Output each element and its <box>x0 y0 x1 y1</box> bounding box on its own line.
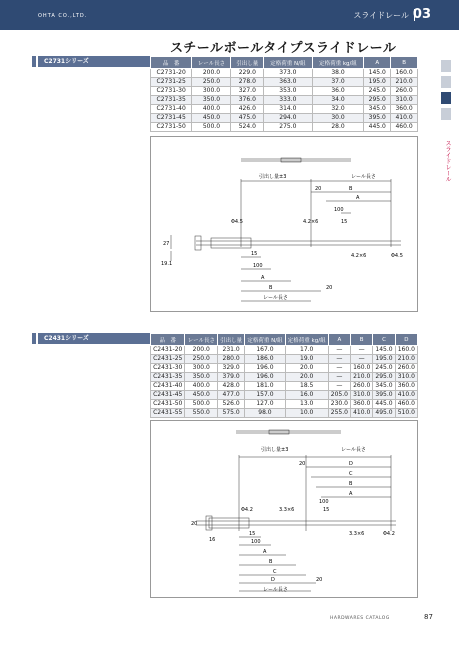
table-cell: 475.0 <box>231 114 264 123</box>
series-heading: C2731シリーズ <box>38 56 150 67</box>
dim-100b: 100 <box>253 263 263 269</box>
table-cell: 400.0 <box>185 382 218 391</box>
table-cell: 210.0 <box>395 355 417 364</box>
table-cell: 255.0 <box>328 409 350 418</box>
spec-table-c2731 <box>150 56 418 132</box>
table-cell: 32.0 <box>312 105 364 114</box>
table-cell: 526.0 <box>218 400 245 409</box>
table-cell: 460.0 <box>391 123 418 132</box>
table-cell: 329.0 <box>218 364 245 373</box>
dim-d: D <box>349 461 353 467</box>
drawing-c2731 <box>150 136 418 312</box>
table-cell: 295.0 <box>373 373 395 382</box>
table-cell: C2731-20 <box>151 69 192 78</box>
table-cell: 360.0 <box>391 105 418 114</box>
table-cell: 460.0 <box>395 400 417 409</box>
table-cell: 260.0 <box>391 87 418 96</box>
table-cell: 200.0 <box>185 346 218 355</box>
table-row <box>151 69 418 78</box>
dim-db: D <box>271 577 275 583</box>
table-cell: 300.0 <box>185 364 218 373</box>
table-cell: 157.0 <box>245 391 285 400</box>
side-tab[interactable] <box>441 60 451 72</box>
table-cell: 278.0 <box>231 78 264 87</box>
brand-name: OHTA CO.,LTD. <box>38 13 88 19</box>
table-row <box>151 364 418 373</box>
dim-20: 20 <box>299 461 306 467</box>
table-cell: 379.0 <box>218 373 245 382</box>
dim-hole: Φ4.5 <box>231 219 243 225</box>
dim-20h: 20 <box>191 521 198 527</box>
dim-railb: レール長さ <box>263 295 288 301</box>
table-cell: 410.0 <box>391 114 418 123</box>
series-heading: C2431シリーズ <box>38 333 150 344</box>
table-cell: 426.0 <box>231 105 264 114</box>
table-cell: 231.0 <box>218 346 245 355</box>
table-cell: 477.0 <box>218 391 245 400</box>
column-header: B <box>391 57 418 69</box>
dim-hole2: Φ4.5 <box>391 253 403 259</box>
table-cell: 376.0 <box>231 96 264 105</box>
table-cell: 210.0 <box>391 78 418 87</box>
dim-hole2: Φ4.2 <box>383 531 395 537</box>
column-header: 引出し量 <box>218 334 245 346</box>
column-header: A <box>328 334 350 346</box>
table-cell: C2431-30 <box>151 364 185 373</box>
table-row <box>151 123 418 132</box>
table-cell: 450.0 <box>192 114 231 123</box>
spec-table-c2431 <box>150 333 418 418</box>
table-header-row <box>151 57 418 69</box>
table-cell: 314.0 <box>264 105 313 114</box>
table-cell: 186.0 <box>245 355 285 364</box>
page-number: 87 <box>424 613 433 621</box>
dim-15: 15 <box>341 219 348 225</box>
dim-pull: 引出し量±3 <box>259 174 287 180</box>
dim-16: 16 <box>209 537 216 543</box>
column-header: レール長さ <box>185 334 218 346</box>
table-cell: 245.0 <box>364 87 391 96</box>
table-cell: 160.0 <box>351 364 373 373</box>
table-row <box>151 373 418 382</box>
table-cell: 160.0 <box>395 346 417 355</box>
table-cell: C2431-45 <box>151 391 185 400</box>
column-header: 品 番 <box>151 57 192 69</box>
table-cell: C2431-35 <box>151 373 185 382</box>
table-cell: 98.0 <box>245 409 285 418</box>
table-cell: 363.0 <box>264 78 313 87</box>
column-header: 定格荷重 N/組 <box>245 334 285 346</box>
table-cell: 145.0 <box>364 69 391 78</box>
table-cell: 195.0 <box>373 355 395 364</box>
header-section-number: 03 <box>412 7 431 22</box>
side-tabs <box>441 60 451 124</box>
dim-c: C <box>349 471 353 477</box>
dim-hole: Φ4.2 <box>241 507 253 513</box>
dim-100b: 100 <box>251 539 261 545</box>
dim-ab: A <box>261 275 265 281</box>
column-header: レール長さ <box>192 57 231 69</box>
table-cell: 10.0 <box>285 409 328 418</box>
dim-rail: レール長さ <box>341 447 366 453</box>
page-title: スチールボールタイプスライドレール <box>170 41 397 56</box>
dim-slot: 3.3×6 <box>279 507 295 513</box>
table-row <box>151 409 418 418</box>
table-row <box>151 96 418 105</box>
dim-pull: 引出し量±3 <box>261 447 289 453</box>
table-cell: 195.0 <box>364 78 391 87</box>
table-cell: 395.0 <box>373 391 395 400</box>
table-cell: 230.0 <box>328 400 350 409</box>
table-row <box>151 355 418 364</box>
table-cell: 200.0 <box>192 69 231 78</box>
table-cell: 345.0 <box>373 382 395 391</box>
table-cell: 36.0 <box>312 87 364 96</box>
table-cell: 445.0 <box>373 400 395 409</box>
table-cell: 145.0 <box>373 346 395 355</box>
table-row <box>151 114 418 123</box>
dim-15b: 15 <box>251 251 258 257</box>
dim-20: 20 <box>315 186 322 192</box>
table-cell: 360.0 <box>351 400 373 409</box>
dim-27: 27 <box>163 241 170 247</box>
table-cell: — <box>328 346 350 355</box>
dim-a: A <box>349 491 353 497</box>
table-cell: 575.0 <box>218 409 245 418</box>
dim-slot2: 3.3×6 <box>349 531 365 537</box>
table-cell: 260.0 <box>351 382 373 391</box>
table-cell: 510.0 <box>395 409 417 418</box>
table-cell: 127.0 <box>245 400 285 409</box>
table-cell: C2731-50 <box>151 123 192 132</box>
table-cell: — <box>328 364 350 373</box>
dim-cb: C <box>273 569 277 575</box>
table-cell: 294.0 <box>264 114 313 123</box>
table-cell: 30.0 <box>312 114 364 123</box>
dim-rail: レール長さ <box>351 174 376 180</box>
table-cell: 17.0 <box>285 346 328 355</box>
table-cell: 18.5 <box>285 382 328 391</box>
table-cell: 250.0 <box>192 78 231 87</box>
table-cell: 20.0 <box>285 373 328 382</box>
table-cell: 350.0 <box>185 373 218 382</box>
table-cell: 373.0 <box>264 69 313 78</box>
dim-ab: A <box>263 549 267 555</box>
column-header: 引出し量 <box>231 57 264 69</box>
table-cell: 37.0 <box>312 78 364 87</box>
dim-slot2: 4.2×6 <box>351 253 367 259</box>
table-header-row <box>151 334 418 346</box>
column-header: 定格荷重 kg/組 <box>285 334 328 346</box>
table-cell: C2431-55 <box>151 409 185 418</box>
dim-bb: B <box>269 285 273 291</box>
table-cell: 260.0 <box>395 364 417 373</box>
table-row <box>151 105 418 114</box>
table-cell: 20.0 <box>285 364 328 373</box>
side-tab[interactable] <box>441 108 451 120</box>
table-cell: 310.0 <box>391 96 418 105</box>
table-row <box>151 346 418 355</box>
table-cell: 500.0 <box>185 400 218 409</box>
table-row <box>151 78 418 87</box>
column-header: D <box>395 334 417 346</box>
table-row <box>151 391 418 400</box>
table-cell: C2431-20 <box>151 346 185 355</box>
table-cell: C2431-40 <box>151 382 185 391</box>
table-cell: 196.0 <box>245 373 285 382</box>
page-header <box>0 0 459 30</box>
table-cell: 360.0 <box>395 382 417 391</box>
table-cell: C2731-40 <box>151 105 192 114</box>
table-cell: C2731-25 <box>151 78 192 87</box>
table-cell: 205.0 <box>328 391 350 400</box>
table-row <box>151 400 418 409</box>
table-cell: 181.0 <box>245 382 285 391</box>
table-cell: 229.0 <box>231 69 264 78</box>
side-tab[interactable] <box>441 76 451 88</box>
dim-15b: 15 <box>249 531 256 537</box>
table-cell: 300.0 <box>192 87 231 96</box>
dim-20b: 20 <box>316 577 323 583</box>
dim-100: 100 <box>319 499 329 505</box>
table-cell: 16.0 <box>285 391 328 400</box>
table-cell: — <box>328 373 350 382</box>
table-cell: 167.0 <box>245 346 285 355</box>
dim-a: A <box>356 195 360 201</box>
table-cell: 445.0 <box>364 123 391 132</box>
table-cell: — <box>328 355 350 364</box>
table-cell: C2731-45 <box>151 114 192 123</box>
dim-100: 100 <box>334 207 344 213</box>
table-cell: 353.0 <box>264 87 313 96</box>
column-header: B <box>351 334 373 346</box>
table-row <box>151 87 418 96</box>
table-cell: 34.0 <box>312 96 364 105</box>
table-cell: 500.0 <box>192 123 231 132</box>
table-cell: — <box>328 382 350 391</box>
table-cell: 28.0 <box>312 123 364 132</box>
table-cell: 333.0 <box>264 96 313 105</box>
table-cell: 280.0 <box>218 355 245 364</box>
table-cell: 310.0 <box>351 391 373 400</box>
drawing-c2431 <box>150 420 418 598</box>
dim-railb: レール長さ <box>263 587 288 593</box>
table-cell: C2731-35 <box>151 96 192 105</box>
table-cell: 275.0 <box>264 123 313 132</box>
side-tab-active[interactable] <box>441 92 451 104</box>
table-cell: 395.0 <box>364 114 391 123</box>
column-header: 定格荷重 N/組 <box>264 57 313 69</box>
table-cell: 450.0 <box>185 391 218 400</box>
table-cell: 495.0 <box>373 409 395 418</box>
column-header: 品 番 <box>151 334 185 346</box>
table-cell: 160.0 <box>391 69 418 78</box>
table-cell: 196.0 <box>245 364 285 373</box>
dim-15: 15 <box>323 507 330 513</box>
table-cell: 295.0 <box>364 96 391 105</box>
table-cell: 524.0 <box>231 123 264 132</box>
dim-b: B <box>349 481 353 487</box>
table-cell: 327.0 <box>231 87 264 96</box>
table-cell: 428.0 <box>218 382 245 391</box>
table-cell: 550.0 <box>185 409 218 418</box>
table-cell: C2431-50 <box>151 400 185 409</box>
column-header: A <box>364 57 391 69</box>
table-cell: 19.0 <box>285 355 328 364</box>
table-cell: C2431-25 <box>151 355 185 364</box>
table-cell: 410.0 <box>395 391 417 400</box>
table-cell: 250.0 <box>185 355 218 364</box>
catalog-label: HARDWARES CATALOG <box>330 616 390 621</box>
table-cell: 210.0 <box>351 373 373 382</box>
table-cell: 310.0 <box>395 373 417 382</box>
table-cell: C2731-30 <box>151 87 192 96</box>
dim-bb: B <box>269 559 273 565</box>
column-header: 定格荷重 kg/組 <box>312 57 364 69</box>
table-cell: — <box>351 346 373 355</box>
dim-19-1: 19.1 <box>161 261 173 267</box>
table-cell: 345.0 <box>364 105 391 114</box>
table-cell: 245.0 <box>373 364 395 373</box>
dim-b: B <box>349 186 353 192</box>
table-cell: — <box>351 355 373 364</box>
dim-slot: 4.2×6 <box>303 219 319 225</box>
table-cell: 400.0 <box>192 105 231 114</box>
table-cell: 13.0 <box>285 400 328 409</box>
dim-20b: 20 <box>326 285 333 291</box>
column-header: C <box>373 334 395 346</box>
table-cell: 350.0 <box>192 96 231 105</box>
table-cell: 38.0 <box>312 69 364 78</box>
table-cell: 410.0 <box>351 409 373 418</box>
header-category: スライドレール <box>353 11 409 20</box>
table-row <box>151 382 418 391</box>
side-label: スライドレール <box>444 140 451 182</box>
